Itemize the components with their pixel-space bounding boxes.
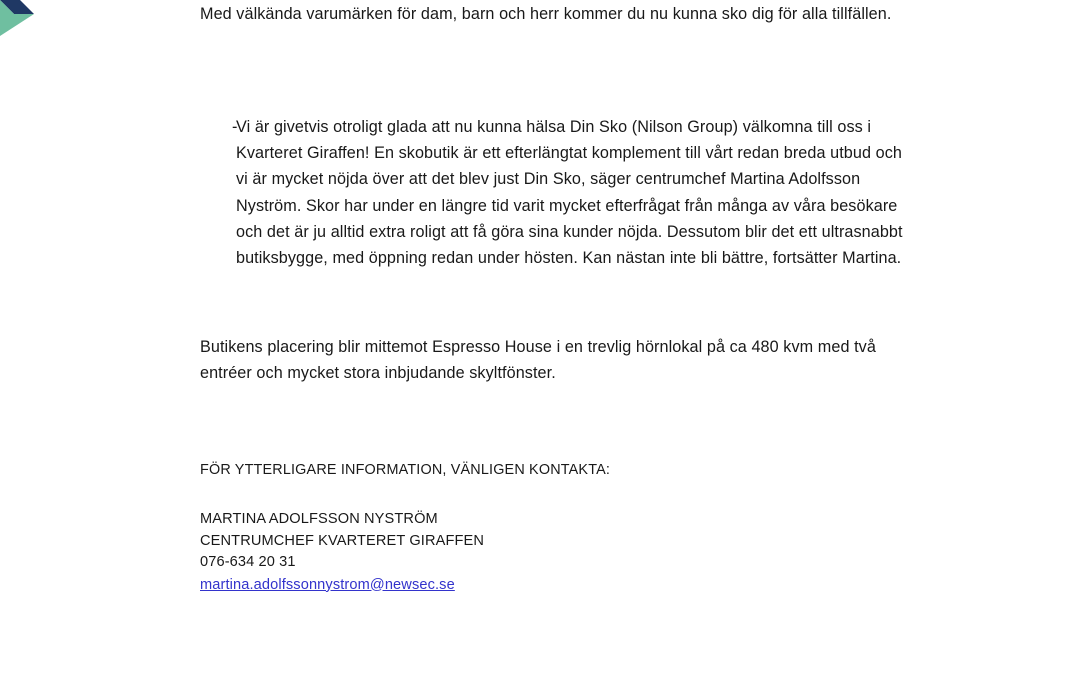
placement-paragraph-text: Butikens placering blir mittemot Espresso House i en trevlig hörnlokal på ca 480 kvm med två entréer och mycket stora inbjudande skyltfönster. — [200, 338, 876, 383]
intro-paragraph-text: Med välkända varumärken för dam, barn och herr kommer du nu kunna sko dig för alla tillfällen. — [200, 5, 892, 23]
contact-title: CENTRUMCHEF KVARTERET GIRAFFEN — [200, 532, 485, 549]
quote-paragraph-text: Vi är givetvis otroligt glada att nu kunna hälsa Din Sko (Nilson Group) välkomna till oss i Kvarteret Giraffen! En skobutik är ett efterlängtat komplement till vårt redan breda utbud och vi är mycket nöjda över att det blev just Din Sko, säger centrumchef Martina Adolfsson Nyström. Skor har under en längre tid varit mycket efterfrågat från många av våra besökare och det är ju alltid extra roligt att få göra sina kunder nöjda. Dessutom blir det ett ultrasnabbt butiksbygge, med öppning redan under hösten. Kan nästan inte bli bättre, fortsätter Martina. — [236, 118, 903, 268]
clipped-top-line — [200, 0, 906, 1]
chevron-shape-icon — [0, 0, 34, 36]
intro-paragraph-block — [200, 0, 906, 27]
chevron-teal-part — [0, 0, 34, 36]
quote-bullet-block — [200, 114, 912, 271]
contact-phone[interactable]: 076-634 20 31 — [200, 554, 296, 570]
contact-information-block — [200, 460, 800, 596]
chevron-navy-part — [0, 0, 34, 14]
corner-chevron-decoration — [0, 0, 34, 36]
contact-name: MARTINA ADOLFSSON NYSTRÖM — [200, 511, 438, 527]
bullet-dash-marker: - — [232, 118, 238, 136]
contact-email-link[interactable]: martina.adolfssonnystrom@newsec.se — [200, 576, 455, 593]
contact-heading: FÖR YTTERLIGARE INFORMATION, VÄNLIGEN KONTAKTA: — [200, 462, 611, 478]
